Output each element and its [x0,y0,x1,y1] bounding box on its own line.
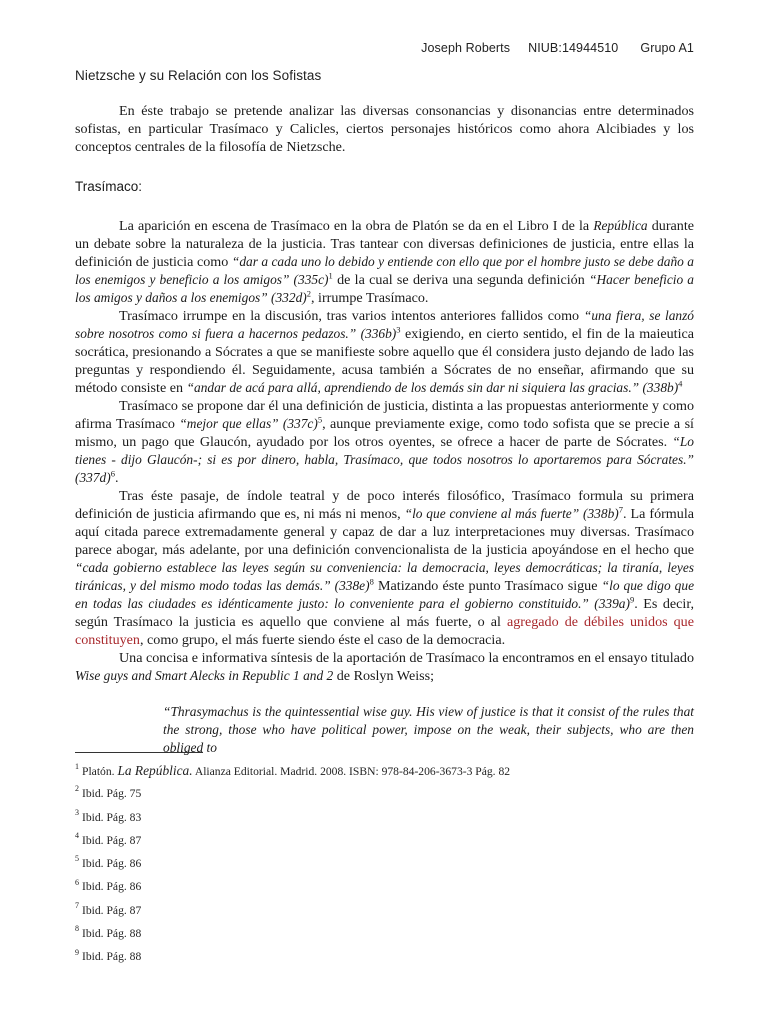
footnote-text: Ibid. Pág. 87 [82,833,142,847]
footnote-4 [75,833,695,856]
text-run: . [114,470,119,486]
text-run: durante un debate sobre la naturaleza de la justicia. Tras tantear con diversas definiciones de justicia, entre ellas la definición de justicia como [75,218,694,270]
quote-run: “Hacer beneficio a los amigos y daños a los enemigos” (332d) [75,272,694,305]
footnote-number: 5 [75,854,79,864]
footnote-3 [75,807,695,833]
quote-run: “lo que digo que en todas las ciudades es idénticamente justo: lo conveniente para el gobierno constituido.” (339a) [75,578,695,611]
footnote-number: 6 [75,877,79,887]
text-run: exigiendo, en cierto sentido, el fin de la maieutica socrática, presionando a Sócrates a que se manifieste sobre aquello que él considera justo dejando de lado las preguntas y respondiendo él. Seguidamente, acusa también a Sócrates de no enseñar, afirmando que su método consiste en [75,326,695,396]
text-run: , aunque previamente exige, como todo sofista que se precie a sí mismo, un pago que Glaucón, ayudado por los otros oyentes, se ofrece a hacer de parte de Sócrates. [75,416,694,450]
footnote-ref[interactable]: 1 [328,270,333,281]
quote-run: “una fiera, se lanzó sobre nosotros como si fuera a hacernos pedazos.” (336b) [75,308,694,341]
paragraph-5 [75,649,694,685]
footnote-ref[interactable]: 2 [306,288,311,299]
footnote-separator [75,752,203,753]
text-run: , irrumpe Trasímaco. [310,290,429,306]
footnote-text: Ibid. Pág. 86 [82,880,142,894]
text-run: Trasímaco irrumpe en la discusión, tras varios intentos anteriores fallidos como [119,308,584,324]
footnote-text: Ibid. Pág. 88 [82,927,142,941]
footnote-number: 9 [75,947,79,957]
footnote-text: Ibid. Pág. 87 [82,903,142,917]
quote-run: “lo que conviene al más fuerte” (338b) [404,506,619,521]
footnote-ref[interactable]: 6 [110,468,115,479]
quote-run: “mejor que ellas” (337c) [179,416,318,431]
highlighted-run: agregado de débiles unidos que constituyen [75,614,694,648]
quote-run: “cada gobierno establece las leyes según su conveniencia: la democracia, leyes democráticas; la tiranía, leyes tiránicas, y del mismo modo todas las demás.” (338e) [75,560,694,593]
paragraph-2 [75,307,694,397]
block-quote: “Thrasymachus is the quintessential wise guy. His view of justice is that it consist of the rules that the strong, those who have political power, impose on the weak, their subjects, who are then obliged to [163,704,694,755]
italic-run: República [593,218,648,233]
footnote-text: Alianza Editorial. Madrid. 2008. ISBN: 978-84-206-3673-3 Pág. 82 [192,765,511,778]
footnote-text: Platón. [82,765,118,778]
paragraph-4 [75,487,694,649]
document-title: Nietzsche y su Relación con los Sofistas [75,68,322,83]
quote-run: “andar de acá para allá, aprendiendo de los demás sin dar ni siquiera las gracias.” (338b) [186,380,679,395]
book-title: La República. [117,763,193,778]
text-run: Trasímaco se propone dar él una definición de justicia, distinta a las propuestas anteriormente y como afirma Trasímaco [75,398,694,432]
text-run: Tras éste pasaje, de índole teatral y de poco interés filosófico, Trasímaco formula su primera definición de justicia afirmando que es, ni más ni menos, [75,488,694,522]
header-author: Joseph Roberts [421,41,511,55]
section-heading: Trasímaco: [75,179,143,194]
text-run: . La fórmula aquí citada parece extremadamente general y capaz de dar a luz interpretaciones muy diversas. Trasímaco parece abogar, más adelante, por una definición convencionalista de la justicia apoyándose en el hecho que [75,506,694,558]
footnote-ref[interactable]: 8 [369,576,374,587]
document-body [75,102,694,757]
footnote-ref[interactable]: 4 [678,378,683,389]
footnote-number: 7 [75,900,79,910]
footnote-text: Ibid. Pág. 86 [82,857,142,871]
footnote-8 [75,926,695,949]
paragraph-3 [75,397,694,487]
page-header [421,41,694,55]
footnote-text: Ibid. Pág. 75 [82,787,142,801]
text-run: Una concisa e informativa síntesis de la aportación de Trasímaco la encontramos en el ensayo titulado [119,650,694,666]
footnote-6 [75,879,695,902]
text-run: , como grupo, el más fuerte siendo éste el caso de la democracia. [139,632,506,648]
footnote-2 [75,786,695,809]
footnote-9 [75,949,695,972]
essay-title: Wise guys and Smart Alecks in Republic 1 and 2 [75,668,334,683]
quote-run: “dar a cada uno lo debido y entiende con ello que por el hombre justo se debe daño a los enemigos y beneficio a los amigos” (335c) [75,254,695,287]
footnote-text: Ibid. Pág. 88 [82,950,142,964]
text-run: de Roslyn Weiss; [333,668,435,684]
footnote-number: 3 [75,807,79,817]
footnote-5 [75,856,695,879]
header-niub: NIUB:14944510 [528,41,619,55]
footnote-number: 2 [75,784,79,794]
footnotes [75,763,695,973]
text-run: La aparición en escena de Trasímaco en la obra de Platón se da en el Libro I de la [119,218,594,234]
footnote-text: Ibid. Pág. 83 [82,810,142,824]
paragraph-1 [75,217,694,307]
footnote-number: 8 [75,924,79,934]
footnote-7 [75,900,695,926]
footnote-ref[interactable]: 5 [317,414,323,425]
footnote-1 [75,763,695,786]
footnote-ref[interactable]: 7 [618,504,623,515]
text-run: . Es decir, según Trasímaco la justicia es aquello que conviene al más fuerte, o al [75,596,694,630]
quote-run: “Lo tienes - dijo Glaucón-; si es por dinero, habla, Trasímaco, que todos nosotros lo aportaremos para Sócrates.” (337d) [75,434,694,485]
footnote-ref[interactable]: 3 [396,324,401,335]
intro-paragraph: En éste trabajo se pretende analizar las diversas consonancias y disonancias entre determinados sofistas, en particular Trasímaco y Calicles, ciertos personajes históricos como ahora Alcibiades y los conceptos centrales de la filosofía de Nietzsche. [75,103,694,155]
footnote-ref[interactable]: 9 [629,594,635,605]
footnote-number: 1 [75,762,79,772]
text-run: de la cual se deriva una segunda definición [332,272,590,288]
header-group: Grupo A1 [640,41,694,55]
text-run: Matizando éste punto Trasímaco sigue [373,578,602,594]
footnote-number: 4 [75,831,79,841]
